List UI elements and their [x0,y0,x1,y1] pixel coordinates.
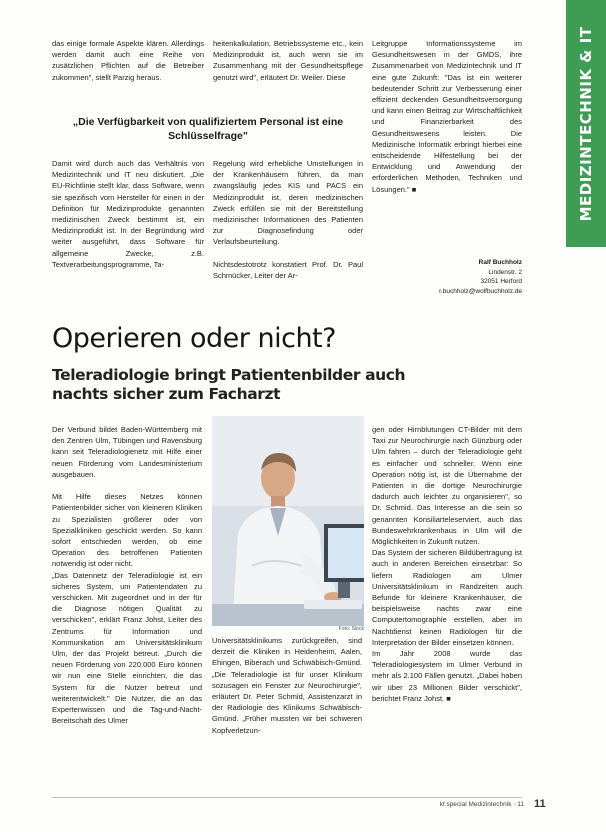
article-col1 [52,424,202,726]
upper-col1-bottom-text: Damit wird durch auch das Verhältnis von Medizintechnik und IT neu diskutiert. „Die EU-Richtlinie stellt klar, dass Software, wenn sie spezifisch vom Hersteller für einen in der Definition für Medizinprodukte genannten medizinischen Zweck bestimmt ist, ein Medizinprodukt ist. In der Begründung wird weiter ausgeführt, dass Software für allgemeine Zwecke, z.B. Textverarbeitungsprogramme, Ta- [52,159,204,269]
upper-col2-top [213,38,363,83]
footer-text: kt special Medizintechnik · 11 [439,801,524,808]
article-headline: Operieren oder nicht? [52,323,336,354]
author-line: Lindenstr. 2 [488,268,522,276]
page-number: 11 [534,798,546,810]
section-side-tab [566,0,606,247]
upper-col1-top [52,38,204,83]
upper-col3-text: Leitgruppe Informationssysteme im Gesundheitswesen in der GMDS, ihre Zusammenarbeit von Medizintechnik und IT eine gute Zukunft: "Das ist ein weiterer bedeutender Schritt zur Verbesserung einer effizient deckenden Gesundheitsversorgung und kann einen Beitrag zur Wirtschaftlichkeit und Finanzierbarkeit des Gesundheitswesens leisten. Die Medizinische Informatik erbringt hierbei eine entscheidende Hilfestellung bei der Entwicklung und Anwendung der erforderlichen Methoden, Techniken und Lösungen." ■ [372,39,522,194]
section-side-tab-label: MEDIZINTECHNIK & IT [577,26,595,221]
upper-col2-top-text: heitenkalkulation, Betriebssysteme etc., kein Medizinprodukt ist, auch wenn sie im Zusammenhang mit der Gesundheitspflege genutzt wird", erläutert Dr. Weiler. Diese [213,39,363,82]
pull-quote: „Die Verfügbarkeit von qualifiziertem Personal ist eine Schlüsselfrage" [72,116,344,142]
upper-col2-bottom [213,158,363,281]
upper-col1-bottom [52,158,204,270]
article-col3 [372,424,522,704]
upper-col1-top-text: das einige formale Aspekte klären. Allerdings werden damit auch eine Reihe von zusätzlichen Pflichten auf die Betreiber zukommen", stellt Parzig heraus. [52,39,204,82]
article-col1-text: Der Verbund bildet Baden-Württemberg mit den Zentren Ulm, Tübingen und Ravensburg kann seit Teleradiologienetz mit Hilfe einer neuen Förderung vom Landesministerium ausgebauen. Mit Hilfe dieses Netzes können Patientenbilder sicher von kleineren Kliniken zu Spezialisten größerer oder von Spezialkliniken geschickt werden. So kann sofort entschieden werden, ob eine Operation des betroffenen Patienten notwendig ist oder nicht. „Das Datennetz der Teleradiologie ist ein sicheres System, um Patientendaten zu verschicken. Mit zugeordnet und in der für die Diagnose nötigen Qualität zu verschicken", erklärt Franz Johst, Leiter des Zentrums für Information und Kommunikation am Universitätsklinikum Ulm, der das Projekt betreut. „Durch die neuen Förderung von 220.000 Euro können wir nun eine Stelle einrichten, die das System für die Nutzer betreut und weiterentwickelt." Die Nutzer, die an das Expertenwissen und die Tag-und-Nacht-Bereitschaft des Ulmer [52,425,202,726]
footer-rule [52,797,522,798]
article-col2 [212,635,362,736]
doctor-at-monitor-illustration [212,416,364,626]
upper-col2-bottom-text: Regelung wird erhebliche Umstellungen in der Krankenhäusern führen, da man zwangsläufig jedes KIS und PACS ein Medizinprodukt ist, deren medizinischen Zweck erfüllen sie mit der Bereitstellung medizinischer Informationen des Patienten zur Diagnosefindung oder Verlaufsbeurteilung. Nichtsdestotrotz konstatiert Prof. Dr. Paul Schmücker, Leiter der Ar- [213,159,363,281]
author-signature [372,258,522,296]
article-col2-text: Universitätsklinikums zurückgreifen, sind derzeit die Kliniken in Heidenheim, Aalen, Ehingen, Biberach und Schwäbisch-Gmünd. „Die Teleradiologie ist für unser Klinikum sozusagen ein Fenster zur Neurochirurgie", erläutert Dr. Peter Schmid, Assistenzarzt in der Radiologie des Klinikums Schwäbisch-Gmünd. „Früher mussten wir bei schweren Kopfverletzun- [212,636,362,735]
article-col3-text: gen oder Hirnblutungen CT-Bilder mit dem Taxi zur Neurochirurgie nach Günzburg oder Ulm fahren – durch der Teleradiologie geht es einfacher und schneller. Wenn eine Operation nötig ist, ist die Übernahme der Patienten in die dortige Neurochirurgie dadurch auch leichter zu organisieren", so Dr. Schmid. Das Interesse an die sein so genannten Konsiliarteleserviert, auch das Bundeswehrkrankenhaus in Ulm will die Möglichkeiten in Zukunft nutzen. Das System der sicheren Bildübertragung ist auch in anderen Bereichen einsetzbar: So liefern Radiologen am Ulmer Universitätsklinikum in Randzeiten auch Befunde für kleinere Krankenhäuser, die beispielsweise nachts zwar eine Computertomographie erstellen, aber im Nachtdienst keinen Radiologen für die Interpretation der Bilder einsetzen können. Im Jahr 2008 wurde das Teleradiologiesystem im Ulmer Verbund in mehr als 2.100 Fällen genutzt. „Dabei haben wir über 23 Millionen Bilder verschickt", berichtet Franz Johst. ■ [372,425,522,703]
upper-col3 [372,38,522,195]
article-photo [212,416,364,626]
author-line: r.buchholz@wolfbuchholz.de [439,287,522,295]
article-subhead: Teleradiologie bringt Patientenbilder auch nachts sicher zum Facharzt [52,366,406,403]
photo-caption: Foto: Stock [338,626,364,632]
author-line: 32051 Herford [480,278,522,285]
author-name: Ralf Buchholz [478,259,522,266]
